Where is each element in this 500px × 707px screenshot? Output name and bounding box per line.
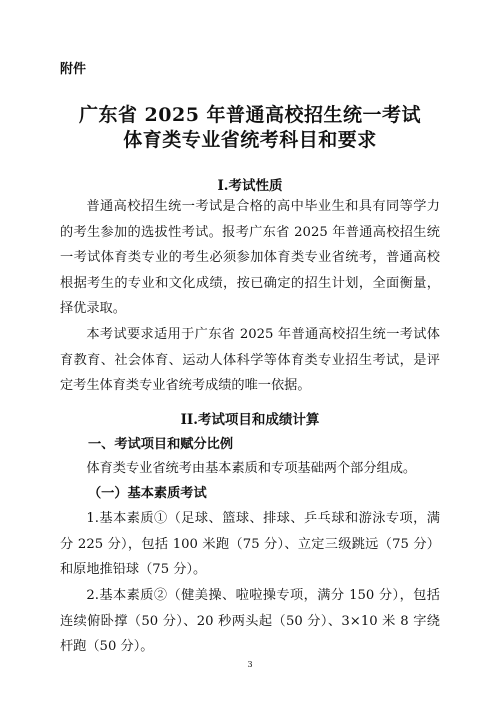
paragraph-exam-nature: 普通高校招生统一考试是合格的高中毕业生和具有同等学力的考生参加的选拔性考试。报考广东省 2025 年普通高校招生统一考试体育类专业的考生必须参加体育类专业省统考，普通高校根据考生的专业和文化成绩，按已确定的招生计划，全面衡量，择优录取。: [60, 199, 440, 317]
document-title-line-1: 广东省 2025 年普通高校招生统一考试: [78, 104, 422, 126]
subheading-items-and-weights: 一、考试项目和赋分比例: [88, 437, 234, 452]
item-basic-quality-2: 2.基本素质②（健美操、啦啦操专项，满分 150 分），包括连续俯卧撑（50 分）、20 秒两头起（50 分）、3×10 米 8 字绕杆跑（50 分）。: [60, 588, 440, 655]
page-number: 3: [247, 660, 253, 669]
paragraph-exam-scope: 本考试要求适用于广东省 2025 年普通高校招生统一考试体育教育、社会体育、运动人体科学等体育类专业招生考试，是评定考生体育类专业省统考成绩的唯一依据。: [60, 327, 440, 394]
item-basic-quality-1: 1.基本素质①（足球、篮球、排球、乒乓球和游泳专项，满分 225 分），包括 100 米跑（75 分）、立定三级跳远（75 分）和原地推铅球（75 分）。: [60, 511, 440, 578]
paragraph-exam-composition: 体育类专业省统考由基本素质和专项基础两个部分组成。: [86, 461, 417, 476]
subheading-basic-quality-exam: （一）基本素质考试: [88, 486, 207, 501]
document-title-line-2: 体育类专业省统考科目和要求: [123, 129, 377, 151]
section-heading-exam-nature: I.考试性质: [217, 178, 283, 194]
section-heading-exam-items: II.考试项目和成绩计算: [180, 412, 320, 428]
attachment-label: 附件: [60, 62, 87, 77]
